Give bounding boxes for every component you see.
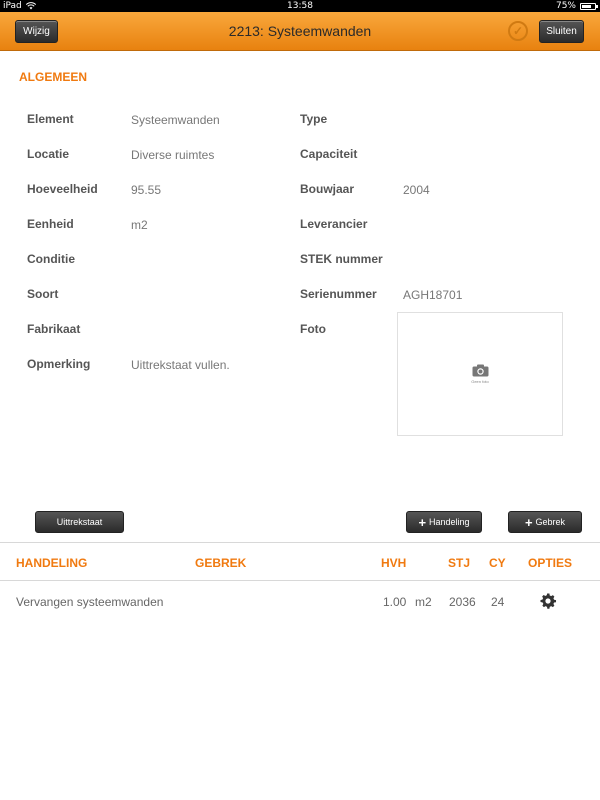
field-label-stek-nummer: STEK nummer — [300, 252, 383, 266]
field-label-element: Element — [27, 112, 74, 126]
header-cy: CY — [489, 556, 506, 570]
field-label-hoeveelheid: Hoeveelheid — [27, 182, 98, 196]
row-hvh: 1.00 — [383, 595, 407, 609]
field-value-eenheid: m2 — [131, 218, 148, 232]
edit-button[interactable]: Wijzig — [15, 20, 58, 43]
uittrekstaat-button[interactable] — [35, 511, 124, 533]
divider — [0, 580, 600, 581]
header-handeling: HANDELING — [16, 556, 88, 570]
field-label-leverancier: Leverancier — [300, 217, 368, 231]
field-label-serienummer: Serienummer — [300, 287, 377, 301]
photo-caption: Geen foto — [471, 379, 489, 384]
row-cy: 24 — [491, 595, 505, 609]
page-title: 2213: Systeemwanden — [228, 23, 372, 39]
row-handeling: Vervangen systeemwanden — [16, 595, 164, 609]
row-unit: m2 — [415, 595, 432, 609]
field-label-bouwjaar: Bouwjaar — [300, 182, 355, 196]
row-stj: 2036 — [449, 595, 476, 609]
checkmark-icon[interactable]: ✓ — [508, 21, 528, 41]
header-opties: OPTIES — [528, 556, 573, 570]
field-label-eenheid: Eenheid — [27, 217, 74, 231]
field-label-fabrikaat: Fabrikaat — [27, 322, 81, 336]
photo-box[interactable] — [397, 312, 563, 436]
field-value-bouwjaar: 2004 — [403, 183, 430, 197]
gebrek-label: Gebrek — [535, 517, 566, 527]
field-value-serienummer: AGH18701 — [403, 288, 463, 302]
uittrekstaat-label: Uittrekstaat — [56, 517, 103, 527]
section-title: ALGEMEEN — [19, 70, 88, 84]
field-label-opmerking: Opmerking — [27, 357, 91, 371]
header-gebrek: GEBREK — [195, 556, 247, 570]
toolbar — [0, 12, 600, 51]
add-gebrek-button[interactable] — [508, 511, 582, 533]
status-bar — [0, 0, 600, 12]
camera-icon — [472, 364, 489, 377]
plus-icon: + — [418, 514, 427, 530]
field-label-soort: Soort — [27, 287, 59, 301]
field-value-hoeveelheid: 95.55 — [131, 183, 162, 197]
status-time: 13:58 — [287, 1, 313, 11]
field-label-conditie: Conditie — [27, 252, 75, 266]
handeling-label: Handeling — [429, 517, 470, 527]
device-name: iPad — [3, 1, 22, 11]
divider — [0, 542, 600, 543]
header-hvh: HVH — [381, 556, 407, 570]
close-button[interactable]: Sluiten — [539, 20, 584, 43]
add-handeling-button[interactable] — [406, 511, 482, 533]
field-value-opmerking: Uittrekstaat vullen. — [131, 358, 230, 372]
field-value-locatie: Diverse ruimtes — [131, 148, 215, 162]
header-stj: STJ — [448, 556, 471, 570]
gear-icon[interactable] — [539, 592, 557, 610]
field-label-locatie: Locatie — [27, 147, 70, 161]
plus-icon: + — [524, 514, 533, 530]
field-label-capaciteit: Capaciteit — [300, 147, 358, 161]
field-value-element: Systeemwanden — [131, 113, 220, 127]
field-label-foto: Foto — [300, 322, 326, 336]
wifi-icon — [26, 2, 36, 10]
battery-icon — [580, 3, 596, 10]
battery-percent: 75% — [555, 1, 576, 11]
field-label-type: Type — [300, 112, 328, 126]
